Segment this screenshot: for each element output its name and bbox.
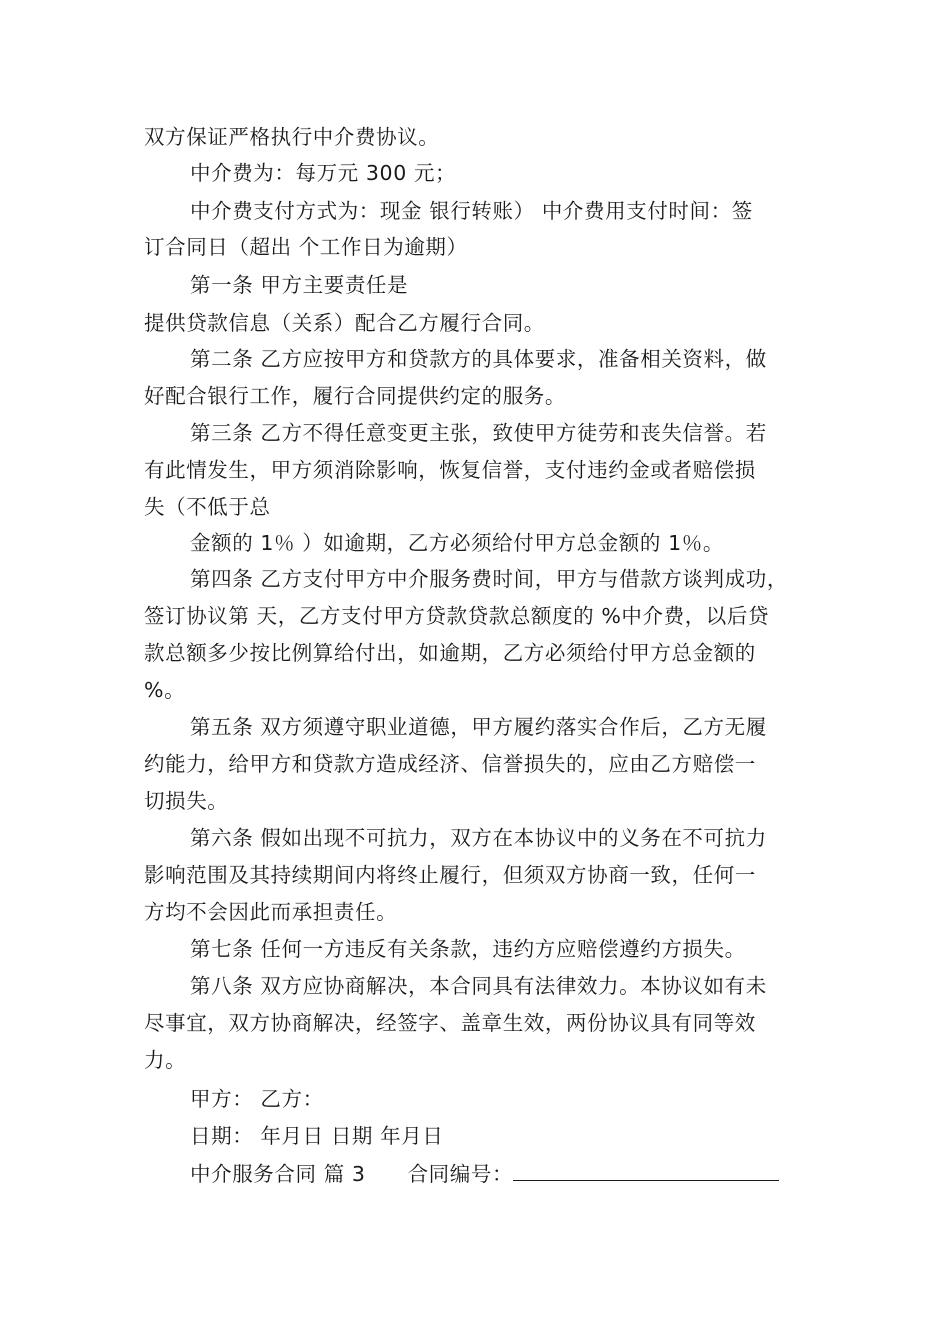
text-line: 第二条 乙方应按甲方和贷款方的具体要求，准备相关资料，做 [190,347,767,371]
text-line: 第四条 乙方支付甲方中介服务费时间，甲方与借款方谈判成功， [190,567,788,591]
text-line: 款总额多少按比例算给付出，如逾期，乙方必须给付甲方总金额的 [144,641,756,665]
contract-number-label: 合同编号： [407,1162,514,1186]
text-line: 订合同日（超出 个工作日为逾期） [144,235,468,259]
contract-footer-line [190,1158,779,1189]
text-line: 第七条 任何一方违反有关条款，违约方应赔偿遵约方损失。 [190,937,746,961]
text-line: %。 [144,678,186,702]
text-line: 金额的 1％ ）如逾期，乙方必须给付甲方总金额的 1％。 [190,531,724,555]
text-line: 中介费支付方式为：现金 银行转账） 中介费用支付时间：签 [190,199,753,223]
text-line: 第三条 乙方不得任意变更主张，致使甲方徒劳和丧失信誉。若 [190,421,767,445]
text-line: 切损失。 [144,789,229,813]
text-line: 双方保证严格执行中介费协议。 [144,125,440,149]
text-line: 第六条 假如出现不可抗力，双方在本协议中的义务在不可抗力 [190,826,767,850]
text-line: 约能力，给甲方和贷款方造成经济、信誉损失的，应由乙方赔偿一 [144,752,756,776]
text-line: 有此情发生，甲方须消除影响，恢复信誉，支付违约金或者赔偿损 [144,458,756,482]
text-line: 第八条 双方应协商解决，本合同具有法律效力。本协议如有未 [190,974,767,998]
contract-section-title: 中介服务合同 篇 3 [190,1162,366,1186]
text-line: 第一条 甲方主要责任是 [190,273,409,297]
text-line: 力。 [144,1048,187,1072]
text-line: 影响范围及其持续期间内将终止履行，但须双方协商一致，任何一 [144,863,756,887]
text-line: 签订协议第 天，乙方支付甲方贷款贷款总额度的 %中介费，以后贷 [144,604,770,628]
text-line: 中介费为：每万元 300 元； [190,161,457,185]
signature-parties: 甲方： 乙方： [190,1087,324,1111]
text-line: 失（不低于总 [144,495,271,519]
text-line: 提供贷款信息（关系）配合乙方履行合同。 [144,311,545,335]
contract-number-blank[interactable] [513,1158,779,1181]
text-line: 好配合银行工作，履行合同提供约定的服务。 [144,384,566,408]
signature-dates: 日期： 年月日 日期 年月日 [190,1124,444,1148]
text-line: 第五条 双方须遵守职业道德，甲方履约落实合作后，乙方无履 [190,715,767,739]
text-line: 尽事宜，双方协商解决，经签字、盖章生效，两份协议具有同等效 [144,1011,756,1035]
text-line: 方均不会因此而承担责任。 [144,900,398,924]
